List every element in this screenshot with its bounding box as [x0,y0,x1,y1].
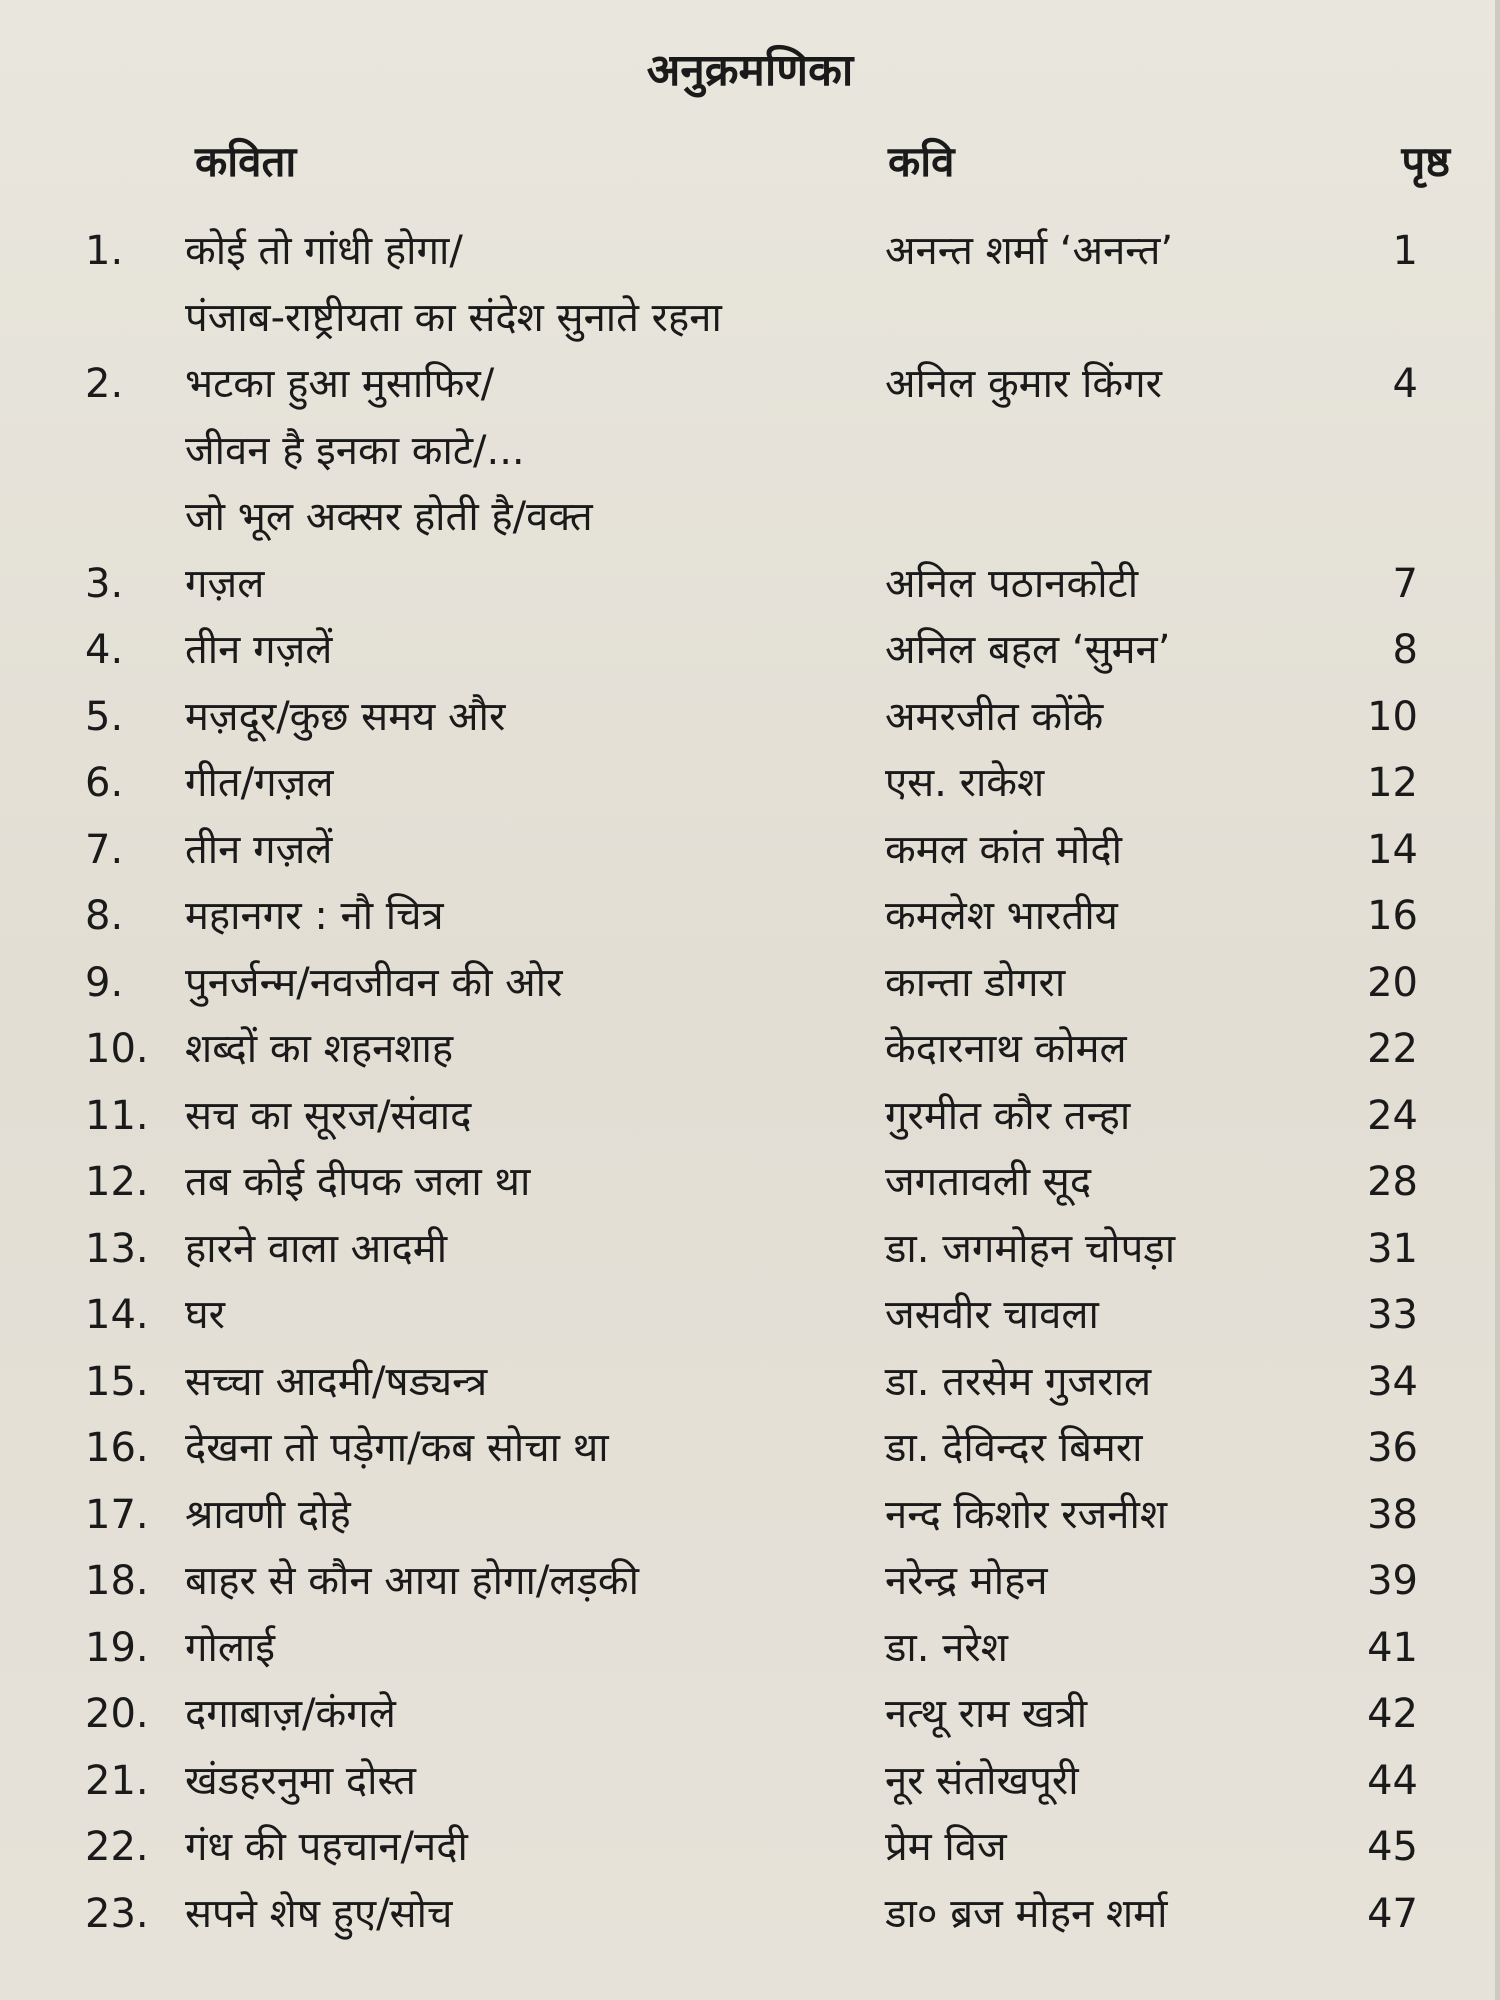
entry-number: 13. [85,1225,149,1272]
toc-entry-continuation [0,285,1500,351]
entry-number: 5. [85,693,124,740]
page-number: 39 [1367,1558,1418,1604]
poet-name: डा. जगमोहन चोपड़ा [885,1225,1176,1272]
page-number: 1 [1392,228,1418,274]
poet-name: जगतावली सूद [885,1159,1092,1205]
entry-number: 20. [85,1691,149,1737]
poem-title: शब्दों का शहनशाह [185,1026,454,1072]
toc-entry [0,1349,1500,1415]
toc-entry [0,684,1500,750]
poet-name: डा० ब्रज मोहन शर्मा [885,1890,1168,1937]
page-number: 33 [1367,1292,1418,1338]
toc-entry [0,1282,1500,1348]
entry-number: 6. [85,760,124,806]
page-number: 45 [1367,1824,1418,1870]
poet-name: डा. देविन्दर बिमरा [885,1425,1143,1471]
entry-number: 2. [85,361,124,407]
page-number: 28 [1367,1159,1418,1205]
page-number: 10 [1367,693,1418,740]
toc-entry [0,617,1500,683]
poem-title: देखना तो पड़ेगा/कब सोचा था [185,1425,609,1471]
page-number: 4 [1392,361,1418,407]
page-number: 8 [1392,627,1418,673]
poem-title: जो भूल अक्सर होती है/वक्त [185,494,593,540]
poet-name: नूर संतोखपूरी [885,1757,1079,1804]
column-header-poem: कविता [195,137,297,186]
toc-entry [0,883,1500,949]
entry-number: 23. [85,1890,149,1937]
poet-name: अनिल कुमार किंगर [885,361,1162,407]
poem-title: पुनर्जन्म/नवजीवन की ओर [185,959,563,1006]
entry-number: 3. [85,560,124,607]
page-edge [1495,0,1500,2000]
toc-entry [0,1615,1500,1681]
toc-entry [0,1016,1500,1082]
poem-title: तब कोई दीपक जला था [185,1159,531,1205]
page-number: 20 [1367,959,1418,1006]
poem-title: पंजाब-राष्ट्रीयता का संदेश सुनाते रहना [185,294,722,341]
toc-entry [0,1548,1500,1614]
entry-number: 9. [85,959,124,1006]
entry-number: 17. [85,1491,149,1538]
toc-entry [0,351,1500,417]
toc-entry [0,1083,1500,1149]
toc-entry [0,551,1500,617]
poet-name: कमलेश भारतीय [885,893,1118,939]
toc-entry [0,750,1500,816]
entry-number: 22. [85,1824,149,1870]
poet-name: अनिल पठानकोटी [885,560,1139,607]
poet-name: नन्द किशोर रजनीश [885,1491,1168,1538]
toc-entry [0,218,1500,284]
poem-title: भटका हुआ मुसाफिर/ [185,361,495,407]
toc-entry [0,1881,1500,1947]
toc-entry [0,1814,1500,1880]
entry-number: 16. [85,1425,149,1471]
poet-name: अनन्त शर्मा ‘अनन्त’ [885,228,1174,274]
poem-title: महानगर : नौ चित्र [185,893,444,939]
entry-number: 7. [85,826,124,873]
column-header-page: पृष्ठ [1401,137,1450,186]
page-number: 7 [1392,560,1418,607]
poem-title: गज़ल [185,560,265,607]
poet-name: अमरजीत कोंके [885,693,1104,740]
poem-title: जीवन है इनका काटे/... [185,427,525,474]
page-number: 22 [1367,1026,1418,1072]
poem-title: तीन गज़लें [185,826,333,873]
poem-title: कोई तो गांधी होगा/ [185,228,463,274]
page-number: 24 [1367,1092,1418,1139]
toc-entry [0,1149,1500,1215]
poem-title: गंध की पहचान/नदी [185,1824,468,1870]
page-number: 36 [1367,1425,1418,1471]
poem-title: गोलाई [185,1624,275,1671]
entry-number: 4. [85,627,124,673]
poem-title: सच का सूरज/संवाद [185,1092,472,1139]
poet-name: नरेन्द्र मोहन [885,1558,1048,1604]
entry-number: 14. [85,1292,149,1338]
page-number: 34 [1367,1358,1418,1405]
entry-number: 8. [85,893,124,939]
page-title: अनुक्रमणिका [646,45,854,96]
entry-number: 1. [85,228,124,274]
page-number: 31 [1367,1225,1418,1272]
poem-title: गीत/गज़ल [185,760,334,806]
page-number: 44 [1367,1757,1418,1804]
toc-entry [0,1748,1500,1814]
poet-name: कमल कांत मोदी [885,826,1122,873]
page-number: 14 [1367,826,1418,873]
poet-name: डा. नरेश [885,1624,1008,1671]
poem-title: सच्चा आदमी/षड्यन्त्र [185,1358,488,1405]
entry-number: 19. [85,1624,149,1671]
page-number: 42 [1367,1691,1418,1737]
toc-entry [0,1681,1500,1747]
toc-entry [0,1216,1500,1282]
page-number: 38 [1367,1491,1418,1538]
poem-title: श्रावणी दोहे [185,1491,351,1538]
toc-entry [0,817,1500,883]
poet-name: कान्ता डोगरा [885,959,1066,1006]
poem-title: दगाबाज़/कंगले [185,1691,396,1737]
poem-title: हारने वाला आदमी [185,1225,448,1272]
entry-number: 15. [85,1358,149,1405]
poet-name: जसवीर चावला [885,1292,1099,1338]
toc-entry [0,950,1500,1016]
poem-title: घर [185,1292,225,1338]
toc-entry [0,1415,1500,1481]
poet-name: एस. राकेश [885,760,1045,806]
poet-name: डा. तरसेम गुजराल [885,1358,1152,1405]
poet-name: अनिल बहल ‘सुमन’ [885,627,1171,673]
poem-title: बाहर से कौन आया होगा/लड़की [185,1558,639,1604]
page-number: 12 [1367,760,1418,806]
entry-number: 12. [85,1159,149,1205]
page-number: 41 [1367,1624,1418,1671]
poet-name: नत्थू राम खत्री [885,1691,1088,1737]
entry-number: 18. [85,1558,149,1604]
poet-name: प्रेम विज [885,1824,1007,1870]
page-number: 16 [1367,893,1418,939]
page-number: 47 [1367,1890,1418,1937]
poem-title: तीन गज़लें [185,627,333,673]
entry-number: 10. [85,1026,149,1072]
poem-title: खंडहरनुमा दोस्त [185,1757,416,1804]
toc-entry [0,1482,1500,1548]
toc-entry-continuation [0,484,1500,550]
poem-title: मज़दूर/कुछ समय और [185,693,506,740]
entry-number: 21. [85,1757,149,1804]
poet-name: गुरमीत कौर तन्हा [885,1092,1131,1139]
toc-entry-continuation [0,418,1500,484]
poet-name: केदारनाथ कोमल [885,1026,1127,1072]
entry-number: 11. [85,1092,149,1139]
poem-title: सपने शेष हुए/सोच [185,1890,453,1937]
column-header-poet: कवि [888,137,955,186]
